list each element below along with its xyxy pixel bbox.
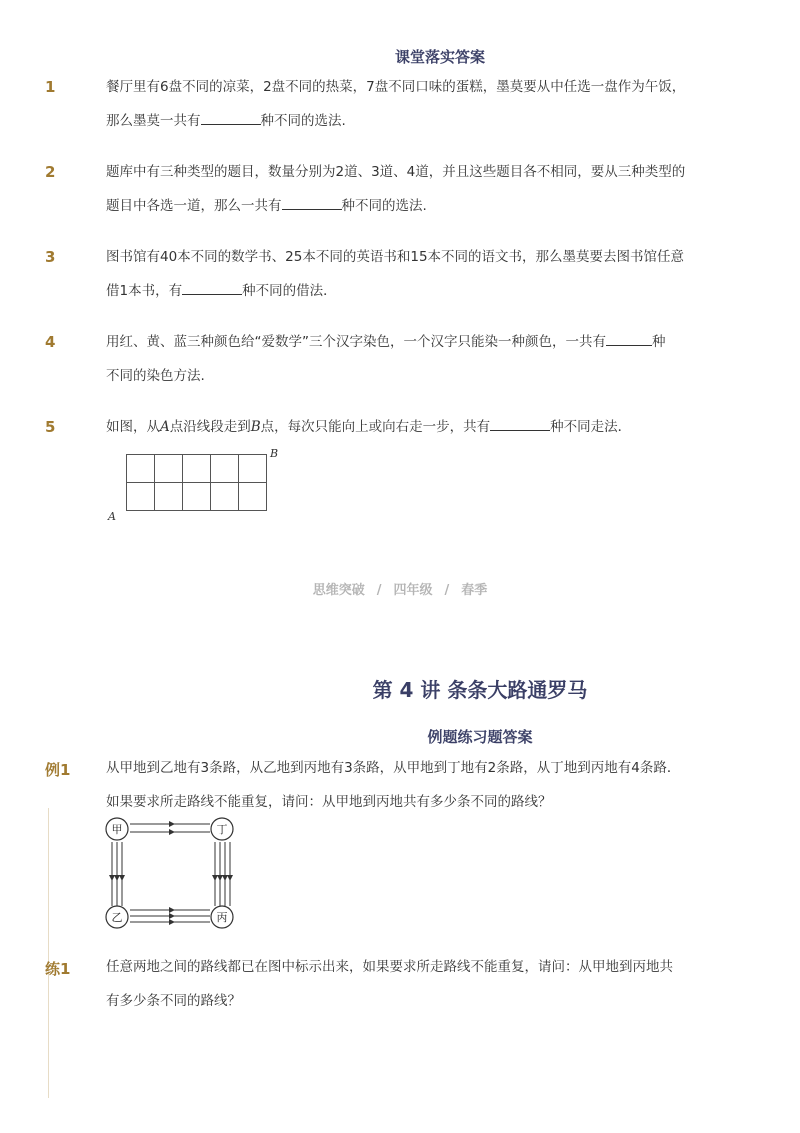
margin-rule (48, 808, 49, 1098)
footer-series: 思维突破 (312, 583, 365, 598)
sub-title: 例题练习题答案 (427, 728, 533, 746)
grid-lines (127, 455, 267, 511)
problem-number: 3 (45, 248, 56, 266)
footer-grade: 四年级 (393, 583, 433, 598)
practice-number: 练1 (45, 960, 71, 978)
route-lines (112, 824, 230, 922)
footer-season: 春季 (461, 583, 488, 598)
problem-line: 借1本书，有 种不同的借法． (106, 283, 337, 299)
problem-line: 餐厅里有6盘不同的凉菜，2盘不同的热菜，7盘不同口味的蛋糕，墨莫要从中任选一盘作为午饭， (106, 79, 686, 95)
problem-line: 那么墨莫一共有 种不同的选法. (106, 113, 346, 129)
node-label-ding: 丁 (216, 823, 228, 836)
example-line: 从甲地到乙地有3条路，从乙地到丙地有3条路，从甲地到丁地有2条路，从丁地到丙地有4条路． (106, 760, 681, 776)
answer-blank (490, 417, 550, 431)
footer-separator: / (376, 583, 382, 598)
problem-text (106, 240, 716, 308)
lecture-title: 第 4 讲 条条大路通罗马 (372, 678, 588, 702)
problem-text (106, 325, 716, 393)
problem-line: 图书馆有40本不同的数学书、25本不同的英语书和15本不同的语文书，那么墨莫要去图书馆任意 (106, 249, 685, 265)
route-diagram (104, 816, 244, 931)
problem-text (106, 410, 716, 444)
answer-blank (182, 281, 242, 295)
problem-line: 用红、黄、蓝三种颜色给“爱数学”三个汉字染色，一个汉字只能染一种颜色，一共有 种 (106, 334, 666, 350)
section-title: 课堂落实答案 (394, 48, 485, 66)
problem-line: 题库中有三种类型的题目，数量分别为2道、3道、4道，并且这些题目各不相同，要从三种类型的 (106, 164, 686, 180)
problem-line: 不同的染色方法. (106, 368, 205, 384)
answer-blank (201, 111, 261, 125)
problem-number: 5 (45, 418, 56, 436)
problem-text (106, 70, 716, 138)
practice-line: 任意两地之间的路线都已在图中标示出来，如果要求所走路线不能重复，请问：从甲地到丙地共 (106, 959, 673, 975)
problem-line: 如图，从A点沿线段走到B点，每次只能向上或向右走一步，共有 种不同走法． (106, 419, 632, 435)
problem-number: 1 (45, 78, 56, 96)
footer-separator: / (444, 583, 450, 598)
problem-number: 4 (45, 333, 56, 351)
node-label-bing: 丙 (216, 911, 228, 924)
practice-text (106, 950, 716, 1018)
answer-blank (606, 332, 652, 346)
problem-line: 题目中各选一道，那么一共有 种不同的选法. (106, 198, 427, 214)
practice-line: 有多少条不同的路线？ (106, 993, 241, 1009)
page-footer (0, 579, 800, 598)
answer-blank (282, 196, 342, 210)
example-number: 例1 (45, 761, 71, 779)
node-label-yi: 乙 (111, 911, 123, 924)
problem-text (106, 155, 716, 223)
node-label-jia: 甲 (111, 823, 123, 836)
example-line: 如果要求所走路线不能重复，请问：从甲地到丙地共有多少条不同的路线？ (106, 794, 552, 810)
grid-figure (104, 448, 304, 528)
grid-label-a: A (108, 510, 116, 523)
problem-number: 2 (45, 163, 56, 181)
grid-label-b: B (270, 448, 279, 460)
example-text (106, 751, 716, 819)
